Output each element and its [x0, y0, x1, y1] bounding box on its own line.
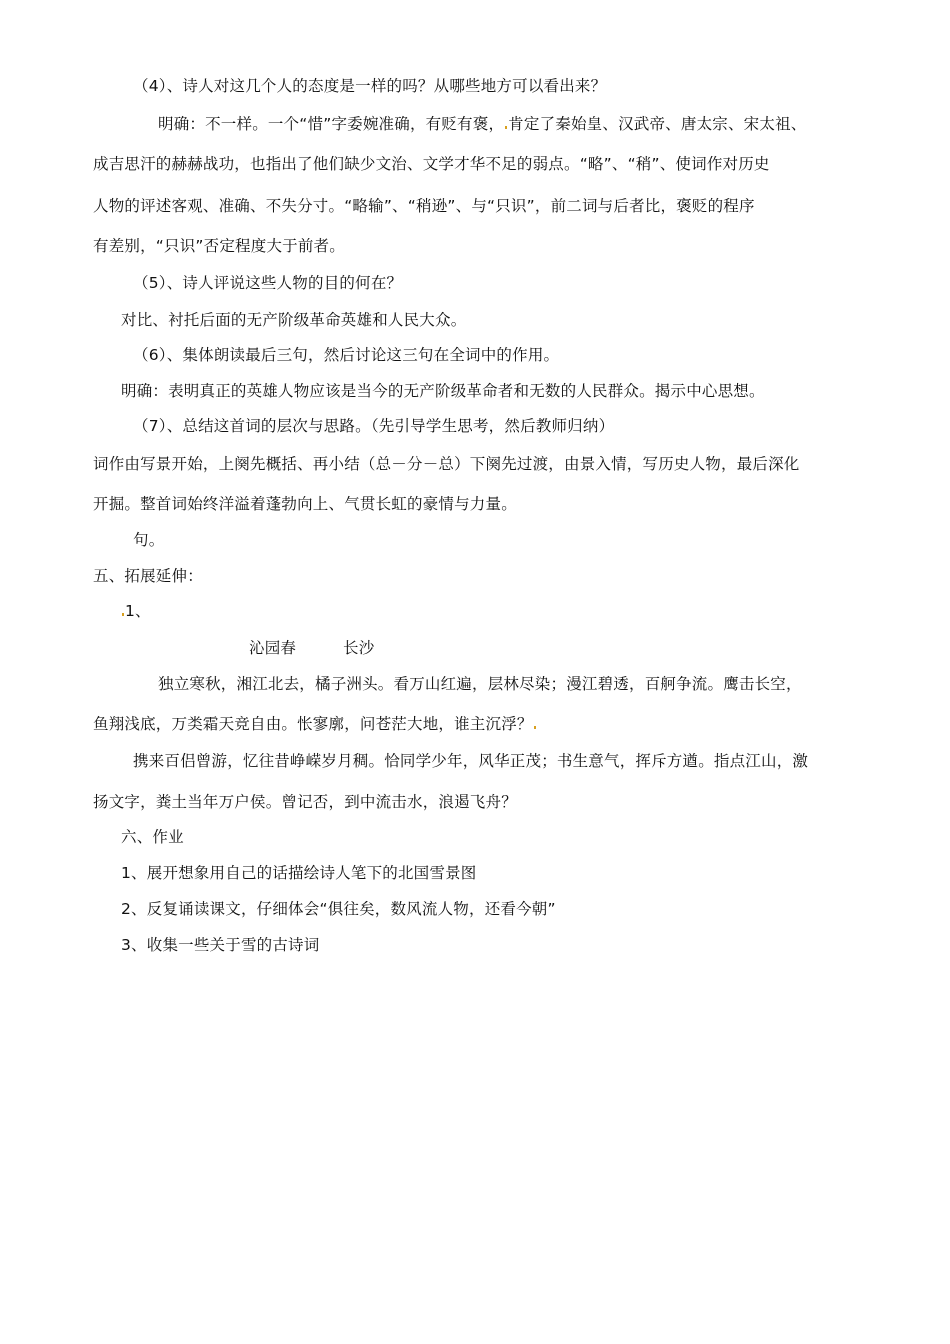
answer-4-line-1-part-a: 明确：不一样。一个“惜”字委婉准确，有贬有褒， — [158, 115, 505, 133]
answer-4-line-1 — [158, 114, 806, 134]
annotation-mark — [122, 613, 124, 616]
answer-7-line-2: 开掘。整首词始终洋溢着蓬勃向上、气贯长虹的豪情与力量。 — [93, 495, 517, 513]
annotation-mark — [534, 726, 536, 729]
poem-title: 沁园春 — [249, 639, 297, 657]
extension-item-1-label: 1、 — [125, 602, 151, 620]
answer-4-line-4: 有差别，“只识”否定程度大于前者。 — [93, 237, 345, 255]
answer-4-line-1-part-b: 肯定了秦始皇、汉武帝、唐太宗、宋太祖、 — [508, 115, 807, 133]
poem-line-3: 携来百侣曾游，忆往昔峥嵘岁月稠。恰同学少年，风华正茂；书生意气，挥斥方遒。指点江山，激 — [133, 752, 809, 770]
answer-4-line-2: 成吉思汗的赫赫战功，也指出了他们缺少文治、文学才华不足的弱点。“略”、“稍”、使词作对历史 — [93, 155, 770, 173]
answer-5: 对比、衬托后面的无产阶级革命英雄和人民大众。 — [121, 311, 467, 329]
question-5: （5）、诗人评说这些人物的目的何在？ — [133, 274, 403, 292]
homework-item-3: 3、收集一些关于雪的古诗词 — [121, 936, 320, 954]
homework-item-1: 1、展开想象用自己的话描绘诗人笔下的北国雪景图 — [121, 864, 477, 882]
answer-6: 明确：表明真正的英雄人物应该是当今的无产阶级革命者和无数的人民群众。揭示中心思想。 — [121, 382, 765, 400]
section-5-heading: 五、拓展延伸： — [93, 567, 203, 585]
section-6-heading: 六、作业 — [121, 828, 184, 846]
answer-7-line-1: 词作由写景开始，上阕先概括、再小结（总－分－总）下阕先过渡，由景入情，写历史人物，最后深化 — [93, 455, 800, 473]
fragment-text: 句。 — [133, 531, 165, 549]
poem-line-4: 扬文字，粪土当年万户侯。曾记否，到中流击水，浪遏飞舟？ — [93, 793, 517, 811]
question-7: （7）、总结这首词的层次与思路。（先引导学生思考，然后教师归纳） — [133, 417, 615, 435]
poem-subtitle: 长沙 — [343, 639, 375, 657]
homework-item-2: 2、反复诵读课文，仔细体会“俱往矣，数风流人物，还看今朝” — [121, 900, 556, 918]
poem-line-1: 独立寒秋，湘江北去，橘子洲头。看万山红遍，层林尽染；漫江碧透，百舸争流。鹰击长空， — [158, 675, 802, 693]
question-4: （4）、诗人对这几个人的态度是一样的吗？从哪些地方可以看出来？ — [133, 77, 607, 95]
answer-4-line-3: 人物的评述客观、准确、不失分寸。“略输”、“稍逊”、与“只识”，前二词与后者比，褒贬的程序 — [93, 197, 755, 215]
poem-line-2-text: 鱼翔浅底，万类霜天竞自由。怅寥廓，问苍茫大地，谁主沉浮？ — [93, 715, 533, 733]
poem-line-2 — [93, 714, 537, 734]
annotation-mark — [505, 126, 507, 129]
question-6: （6）、集体朗读最后三句，然后讨论这三句在全词中的作用。 — [133, 346, 560, 364]
extension-item-1 — [121, 601, 151, 621]
